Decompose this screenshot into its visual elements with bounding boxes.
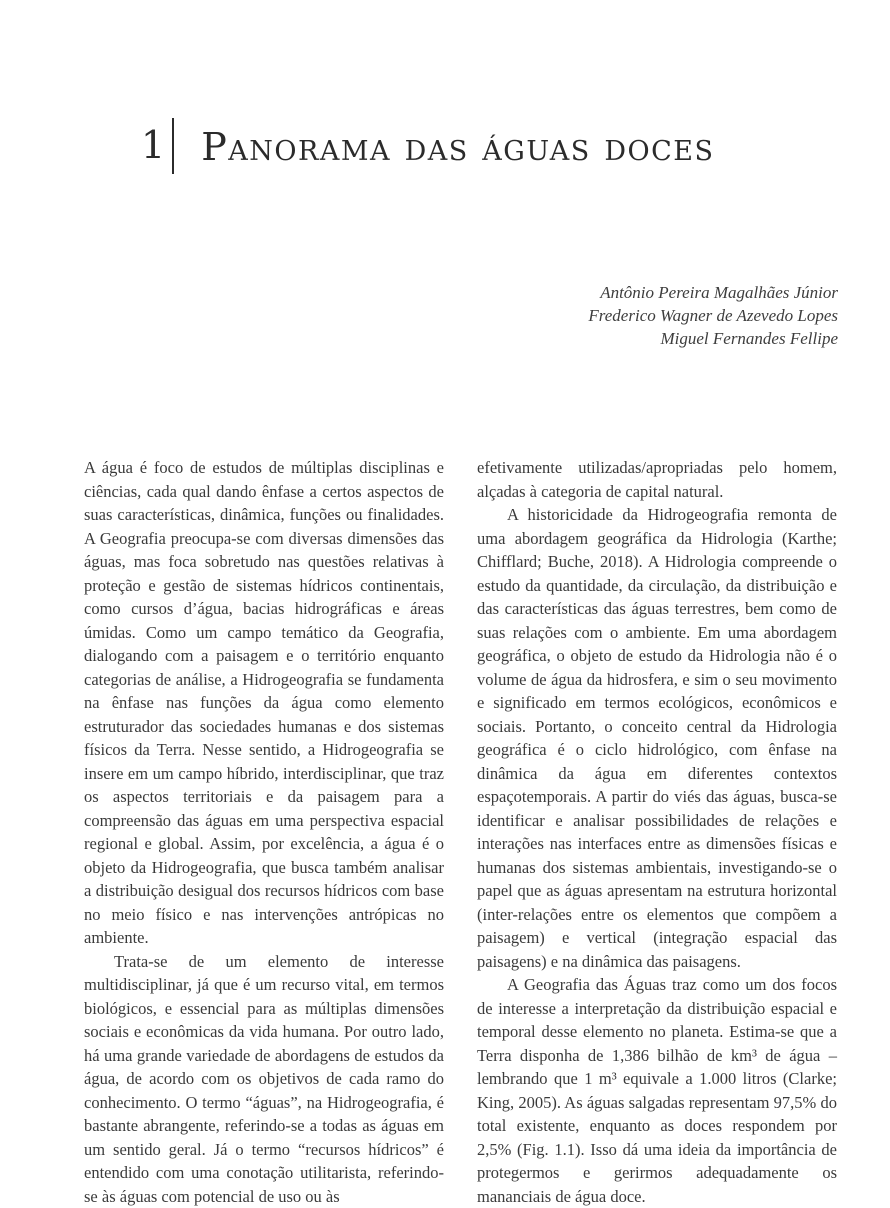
author-line: Miguel Fernandes Fellipe bbox=[400, 327, 838, 350]
paragraph: Trata-se de um elemento de interesse multidisciplinar, já que é um recurso vital, em termos biológicos, e essencial para as múltiplas dimensões sociais e econômicas da vida humana. Por outro lado, há uma grande variedade de abordagens de estudos da água, de acordo com os objetivos de cada ramo do conhecimento. O termo “águas”, na Hidrogeografia, é bastante abrangente, referindo-se a todas as águas em um sentido geral. Já o termo “recursos hídricos” é entendido com uma conotação utilitarista, referindo-se às águas com potencial de uso ou às bbox=[84, 950, 444, 1208]
left-column bbox=[84, 456, 444, 1208]
chapter-heading bbox=[141, 118, 715, 168]
paragraph: A Geografia das Águas traz como um dos focos de interesse a interpretação da distribuição espacial e temporal desse elemento no planeta. Estima-se que a Terra disponha de 1,386 bilhão de km³ de água – lembrando que 1 m³ equivale a 1.000 litros (Clarke; King, 2005). As águas salgadas representam 97,5% do total existente, enquanto as doces respondem por 2,5% (Fig. 1.1). Isso dá uma ideia da importância de protegermos e gerirmos adequadamente os mananciais de água doce. bbox=[477, 973, 837, 1208]
right-column bbox=[477, 456, 837, 1208]
body-text bbox=[84, 456, 837, 1208]
author-line: Frederico Wagner de Azevedo Lopes bbox=[400, 304, 838, 327]
chapter-title: Panorama das águas doces bbox=[201, 128, 714, 168]
author-line: Antônio Pereira Magalhães Júnior bbox=[400, 281, 838, 304]
chapter-divider-bar bbox=[172, 118, 174, 174]
paragraph: efetivamente utilizadas/apropriadas pelo homem, alçadas à categoria de capital natural. bbox=[477, 456, 837, 503]
paragraph: A água é foco de estudos de múltiplas disciplinas e ciências, cada qual dando ênfase a certos aspectos de suas características, dinâmica, funções ou finalidades. A Geografia preocupa-se com diversas dimensões das águas, mas foca sobretudo nas questões relativas à proteção e gestão de sistemas hídricos continentais, como cursos d’água, bacias hidrográficas e áreas úmidas. Como um campo temático da Geografia, dialogando com a paisagem e o território enquanto categorias de análise, a Hidrogeografia se fundamenta na ênfase nas funções da água como elemento estruturador das sociedades humanas e dos sistemas físicos da Terra. Nesse sentido, a Hidrogeografia se insere em um campo híbrido, interdisciplinar, que traz os aspectos territoriais e da paisagem para a compreensão das águas em uma perspectiva espacial regional e global. Assim, por excelência, a água é o objeto da Hidrogeografia, que busca também analisar a distribuição desigual dos recursos hídricos com base no meio físico e nas intervenções antrópicas no ambiente. bbox=[84, 456, 444, 950]
paragraph: A historicidade da Hidrogeografia remonta de uma abordagem geográfica da Hidrologia (Karthe; Chifflard; Buche, 2018). A Hidrologia compreende o estudo da quantidade, da circulação, da distribuição e das características das águas terrestres, bem como de suas relações com o ambiente. Em uma abordagem geográfica, o objeto de estudo da Hidrologia não é o volume de água da hidrosfera, e sim o seu movimento e significado em termos ecológicos, econômicos e sociais. Portanto, o conceito central da Hidrologia geográfica é o ciclo hidrológico, com ênfase na dinâmica da água em diferentes contextos espaçotemporais. A partir do viés das águas, busca-se identificar e analisar possibilidades de relações e interações nas interfaces entre as dimensões físicas e humanas dos sistemas ambientais, investigando-se o papel que as águas apresentam na estrutura horizontal (inter-relações entre os elementos que compõem a paisagem) e vertical (integração espacial das paisagens) e na dinâmica das paisagens. bbox=[477, 503, 837, 973]
authors-block bbox=[400, 281, 838, 350]
chapter-number: 1 bbox=[141, 126, 165, 168]
